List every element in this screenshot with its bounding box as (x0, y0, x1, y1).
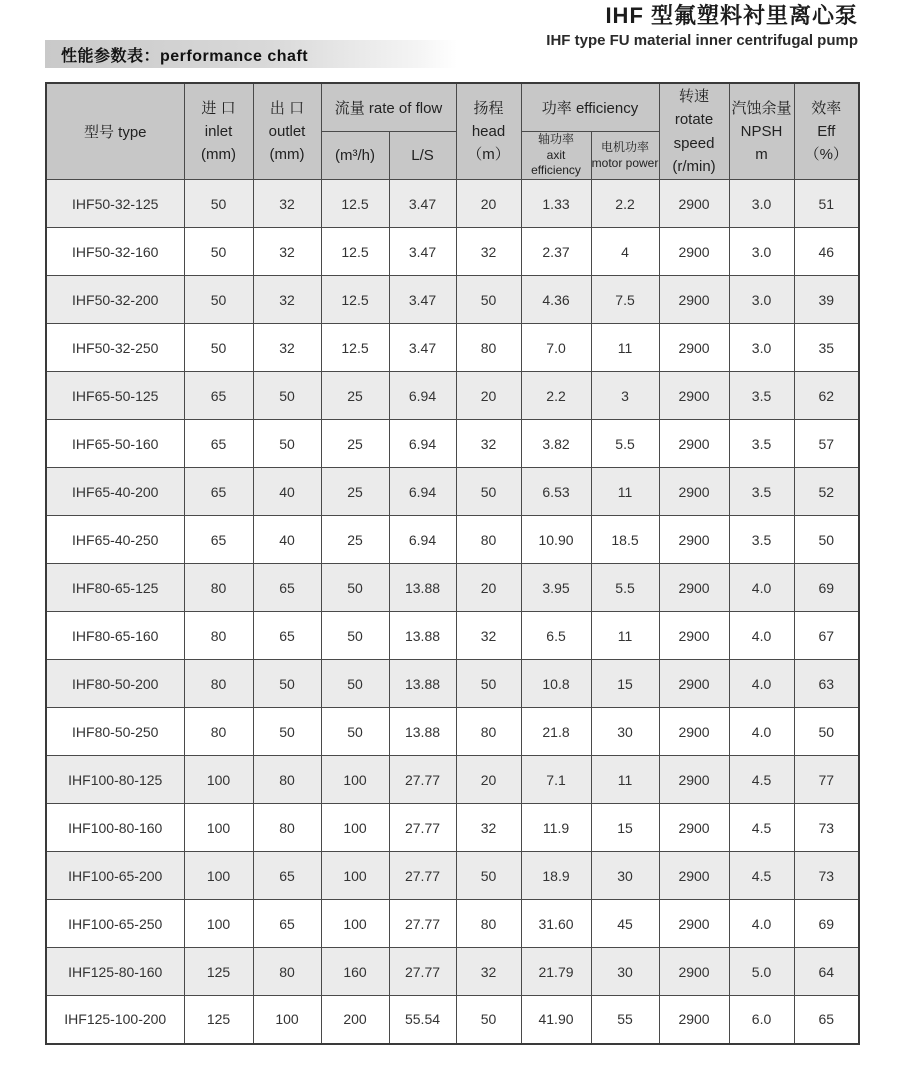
cell-shaft-power: 6.5 (521, 612, 591, 660)
cell-shaft-power: 4.36 (521, 276, 591, 324)
eff-unit: （%） (804, 146, 848, 164)
flow-ls-unit: L/S (411, 147, 434, 164)
performance-table (45, 82, 860, 1045)
cell-npsh: 3.5 (729, 516, 794, 564)
cell-inlet: 100 (184, 804, 253, 852)
cell-inlet: 125 (184, 948, 253, 996)
cell-head: 20 (456, 372, 521, 420)
cell-efficiency: 57 (794, 420, 859, 468)
outlet-unit: (mm) (269, 146, 305, 164)
cell-efficiency: 69 (794, 900, 859, 948)
cell-efficiency: 64 (794, 948, 859, 996)
cell-flow-m3h: 25 (321, 372, 389, 420)
npsh-unit: m (755, 146, 768, 164)
cell-rotate-speed: 2900 (659, 276, 729, 324)
cell-flow-ls: 27.77 (389, 948, 456, 996)
cell-rotate-speed: 2900 (659, 804, 729, 852)
cell-flow-ls: 6.94 (389, 420, 456, 468)
cell-shaft-power: 3.95 (521, 564, 591, 612)
col-header-flow-m3h (321, 132, 389, 180)
cell-efficiency: 46 (794, 228, 859, 276)
col-header-flow-ls (389, 132, 456, 180)
cell-rotate-speed: 2900 (659, 468, 729, 516)
cell-model: IHF50-32-125 (46, 180, 184, 228)
cell-npsh: 4.0 (729, 900, 794, 948)
cell-model: IHF100-80-160 (46, 804, 184, 852)
cell-efficiency: 63 (794, 660, 859, 708)
cell-inlet: 80 (184, 612, 253, 660)
cell-motor-power: 5.5 (591, 420, 659, 468)
cell-head: 80 (456, 900, 521, 948)
cell-outlet: 65 (253, 900, 321, 948)
cell-shaft-power: 41.90 (521, 996, 591, 1044)
cell-npsh: 5.0 (729, 948, 794, 996)
cell-outlet: 32 (253, 276, 321, 324)
inlet-label-en: inlet (204, 122, 233, 140)
motor-power-en: motor power (591, 155, 659, 170)
speed-label-en: rotate speed (673, 111, 715, 152)
cell-inlet: 65 (184, 420, 253, 468)
cell-outlet: 40 (253, 468, 321, 516)
cell-flow-ls: 3.47 (389, 228, 456, 276)
col-header-power (521, 83, 659, 132)
cell-rotate-speed: 2900 (659, 324, 729, 372)
cell-motor-power: 45 (591, 900, 659, 948)
cell-inlet: 65 (184, 516, 253, 564)
col-header-flow (321, 83, 456, 132)
cell-inlet: 100 (184, 756, 253, 804)
cell-flow-ls: 6.94 (389, 372, 456, 420)
cell-outlet: 100 (253, 996, 321, 1044)
cell-model: IHF100-80-125 (46, 756, 184, 804)
cell-npsh: 4.5 (729, 804, 794, 852)
cell-outlet: 50 (253, 372, 321, 420)
cell-model: IHF65-40-200 (46, 468, 184, 516)
cell-rotate-speed: 2900 (659, 948, 729, 996)
cell-flow-m3h: 160 (321, 948, 389, 996)
cell-rotate-speed: 2900 (659, 660, 729, 708)
table-row (46, 612, 859, 660)
cell-outlet: 50 (253, 660, 321, 708)
table-row (46, 852, 859, 900)
cell-flow-ls: 3.47 (389, 180, 456, 228)
cell-shaft-power: 6.53 (521, 468, 591, 516)
flow-label: 流量 rate of flow (334, 100, 443, 117)
npsh-label-en: NPSH (740, 122, 783, 140)
cell-flow-m3h: 50 (321, 564, 389, 612)
cell-motor-power: 15 (591, 660, 659, 708)
cell-npsh: 3.0 (729, 228, 794, 276)
cell-efficiency: 52 (794, 468, 859, 516)
cell-efficiency: 51 (794, 180, 859, 228)
cell-inlet: 80 (184, 708, 253, 756)
cell-flow-ls: 27.77 (389, 852, 456, 900)
cell-inlet: 100 (184, 852, 253, 900)
cell-npsh: 6.0 (729, 996, 794, 1044)
cell-model: IHF100-65-200 (46, 852, 184, 900)
table-row (46, 804, 859, 852)
cell-shaft-power: 11.9 (521, 804, 591, 852)
outlet-label-zh: 出 口 (269, 99, 305, 117)
cell-outlet: 80 (253, 756, 321, 804)
cell-head: 32 (456, 948, 521, 996)
cell-rotate-speed: 2900 (659, 228, 729, 276)
table-row (46, 996, 859, 1044)
cell-head: 32 (456, 420, 521, 468)
cell-outlet: 32 (253, 180, 321, 228)
table-row (46, 516, 859, 564)
table-row (46, 948, 859, 996)
cell-outlet: 80 (253, 948, 321, 996)
cell-rotate-speed: 2900 (659, 708, 729, 756)
head-label-zh: 扬程 (473, 99, 504, 117)
cell-motor-power: 15 (591, 804, 659, 852)
cell-model: IHF65-50-125 (46, 372, 184, 420)
head-label-en: head (471, 122, 506, 140)
cell-efficiency: 69 (794, 564, 859, 612)
cell-inlet: 125 (184, 996, 253, 1044)
cell-npsh: 4.0 (729, 708, 794, 756)
cell-outlet: 65 (253, 852, 321, 900)
shaft-power-zh: 轴功率 (538, 132, 575, 147)
cell-shaft-power: 10.8 (521, 660, 591, 708)
cell-rotate-speed: 2900 (659, 756, 729, 804)
cell-flow-ls: 6.94 (389, 516, 456, 564)
table-row (46, 900, 859, 948)
cell-motor-power: 11 (591, 612, 659, 660)
cell-shaft-power: 21.79 (521, 948, 591, 996)
cell-inlet: 50 (184, 324, 253, 372)
speed-label-zh: 转速 (679, 88, 710, 105)
col-header-inlet (184, 83, 253, 180)
cell-outlet: 65 (253, 564, 321, 612)
cell-outlet: 50 (253, 708, 321, 756)
outlet-label-en: outlet (268, 122, 306, 140)
cell-flow-m3h: 100 (321, 900, 389, 948)
cell-motor-power: 55 (591, 996, 659, 1044)
cell-model: IHF80-50-250 (46, 708, 184, 756)
col-header-npsh (729, 83, 794, 180)
cell-inlet: 80 (184, 564, 253, 612)
section-header-bar (45, 40, 457, 68)
cell-npsh: 3.0 (729, 324, 794, 372)
cell-model: IHF80-65-125 (46, 564, 184, 612)
page-title-zh: IHF 型氟塑料衬里离心泵 (605, 3, 858, 28)
cell-shaft-power: 21.8 (521, 708, 591, 756)
cell-motor-power: 30 (591, 708, 659, 756)
cell-efficiency: 77 (794, 756, 859, 804)
head-unit: （m） (467, 146, 510, 164)
cell-rotate-speed: 2900 (659, 900, 729, 948)
cell-head: 50 (456, 276, 521, 324)
cell-npsh: 4.0 (729, 564, 794, 612)
cell-shaft-power: 18.9 (521, 852, 591, 900)
cell-model: IHF50-32-200 (46, 276, 184, 324)
cell-outlet: 50 (253, 420, 321, 468)
col-header-speed (659, 83, 729, 180)
cell-efficiency: 50 (794, 516, 859, 564)
cell-shaft-power: 2.37 (521, 228, 591, 276)
cell-flow-ls: 27.77 (389, 900, 456, 948)
cell-efficiency: 67 (794, 612, 859, 660)
cell-npsh: 3.0 (729, 276, 794, 324)
cell-shaft-power: 7.1 (521, 756, 591, 804)
table-row (46, 180, 859, 228)
cell-flow-m3h: 12.5 (321, 180, 389, 228)
cell-model: IHF125-80-160 (46, 948, 184, 996)
cell-shaft-power: 7.0 (521, 324, 591, 372)
cell-model: IHF100-65-250 (46, 900, 184, 948)
cell-efficiency: 50 (794, 708, 859, 756)
table-row (46, 372, 859, 420)
cell-motor-power: 2.2 (591, 180, 659, 228)
cell-flow-m3h: 200 (321, 996, 389, 1044)
cell-inlet: 65 (184, 468, 253, 516)
cell-head: 80 (456, 324, 521, 372)
cell-head: 32 (456, 228, 521, 276)
flow-m3h-unit: (m³/h) (335, 147, 375, 164)
cell-rotate-speed: 2900 (659, 612, 729, 660)
cell-head: 32 (456, 804, 521, 852)
cell-head: 50 (456, 660, 521, 708)
cell-flow-m3h: 25 (321, 420, 389, 468)
cell-flow-ls: 13.88 (389, 564, 456, 612)
cell-efficiency: 65 (794, 996, 859, 1044)
cell-flow-ls: 3.47 (389, 276, 456, 324)
eff-label-zh: 效率 (811, 99, 842, 117)
cell-shaft-power: 3.82 (521, 420, 591, 468)
cell-flow-m3h: 100 (321, 756, 389, 804)
cell-flow-m3h: 12.5 (321, 276, 389, 324)
cell-npsh: 3.5 (729, 468, 794, 516)
cell-shaft-power: 1.33 (521, 180, 591, 228)
col-header-eff (794, 83, 859, 180)
col-header-motor-power (591, 132, 659, 180)
table-row (46, 468, 859, 516)
cell-flow-m3h: 100 (321, 804, 389, 852)
cell-rotate-speed: 2900 (659, 420, 729, 468)
table-row (46, 756, 859, 804)
cell-motor-power: 11 (591, 468, 659, 516)
cell-inlet: 50 (184, 276, 253, 324)
cell-flow-ls: 55.54 (389, 996, 456, 1044)
cell-flow-m3h: 50 (321, 708, 389, 756)
cell-flow-m3h: 100 (321, 852, 389, 900)
cell-flow-ls: 6.94 (389, 468, 456, 516)
table-body (46, 180, 859, 1044)
cell-outlet: 32 (253, 228, 321, 276)
cell-flow-ls: 27.77 (389, 756, 456, 804)
cell-rotate-speed: 2900 (659, 180, 729, 228)
cell-flow-m3h: 12.5 (321, 324, 389, 372)
cell-rotate-speed: 2900 (659, 996, 729, 1044)
cell-motor-power: 11 (591, 324, 659, 372)
cell-flow-ls: 3.47 (389, 324, 456, 372)
cell-inlet: 50 (184, 180, 253, 228)
cell-flow-ls: 27.77 (389, 804, 456, 852)
npsh-label-zh: 汽蚀余量 (731, 99, 792, 117)
cell-rotate-speed: 2900 (659, 564, 729, 612)
cell-head: 50 (456, 996, 521, 1044)
cell-npsh: 3.0 (729, 180, 794, 228)
cell-npsh: 3.5 (729, 420, 794, 468)
cell-shaft-power: 10.90 (521, 516, 591, 564)
cell-motor-power: 5.5 (591, 564, 659, 612)
cell-head: 50 (456, 468, 521, 516)
cell-rotate-speed: 2900 (659, 852, 729, 900)
cell-head: 80 (456, 708, 521, 756)
cell-motor-power: 30 (591, 852, 659, 900)
cell-flow-m3h: 50 (321, 612, 389, 660)
cell-head: 32 (456, 612, 521, 660)
cell-flow-ls: 13.88 (389, 660, 456, 708)
cell-inlet: 100 (184, 900, 253, 948)
cell-flow-m3h: 50 (321, 660, 389, 708)
cell-flow-ls: 13.88 (389, 612, 456, 660)
table-row (46, 420, 859, 468)
cell-motor-power: 4 (591, 228, 659, 276)
table-row (46, 228, 859, 276)
cell-head: 20 (456, 756, 521, 804)
cell-head: 80 (456, 516, 521, 564)
cell-motor-power: 3 (591, 372, 659, 420)
cell-npsh: 4.0 (729, 660, 794, 708)
cell-model: IHF125-100-200 (46, 996, 184, 1044)
cell-flow-ls: 13.88 (389, 708, 456, 756)
cell-head: 50 (456, 852, 521, 900)
col-header-head (456, 83, 521, 180)
cell-rotate-speed: 2900 (659, 372, 729, 420)
col-header-outlet (253, 83, 321, 180)
cell-motor-power: 11 (591, 756, 659, 804)
cell-motor-power: 30 (591, 948, 659, 996)
cell-inlet: 65 (184, 372, 253, 420)
cell-npsh: 4.5 (729, 852, 794, 900)
cell-model: IHF65-40-250 (46, 516, 184, 564)
cell-head: 20 (456, 180, 521, 228)
cell-npsh: 4.5 (729, 756, 794, 804)
cell-motor-power: 7.5 (591, 276, 659, 324)
cell-head: 20 (456, 564, 521, 612)
inlet-unit: (mm) (201, 146, 236, 164)
cell-efficiency: 35 (794, 324, 859, 372)
inlet-label-zh: 进 口 (201, 99, 236, 117)
cell-shaft-power: 2.2 (521, 372, 591, 420)
cell-efficiency: 39 (794, 276, 859, 324)
cell-inlet: 80 (184, 660, 253, 708)
cell-outlet: 80 (253, 804, 321, 852)
page-title-en: IHF type FU material inner centrifugal pump (546, 31, 858, 49)
motor-power-zh: 电机功率 (601, 139, 650, 154)
col-header-type (46, 83, 184, 180)
cell-rotate-speed: 2900 (659, 516, 729, 564)
cell-shaft-power: 31.60 (521, 900, 591, 948)
cell-flow-m3h: 25 (321, 468, 389, 516)
table-row (46, 708, 859, 756)
cell-inlet: 50 (184, 228, 253, 276)
table-row (46, 324, 859, 372)
page-titles (546, 2, 858, 50)
cell-model: IHF80-50-200 (46, 660, 184, 708)
cell-efficiency: 62 (794, 372, 859, 420)
cell-model: IHF50-32-250 (46, 324, 184, 372)
cell-motor-power: 18.5 (591, 516, 659, 564)
cell-flow-m3h: 12.5 (321, 228, 389, 276)
cell-outlet: 65 (253, 612, 321, 660)
cell-npsh: 4.0 (729, 612, 794, 660)
table-header (46, 83, 859, 180)
cell-npsh: 3.5 (729, 372, 794, 420)
col-header-type-label: 型号 type (83, 124, 147, 141)
speed-unit: (r/min) (672, 157, 716, 175)
power-label: 功率 efficiency (541, 100, 639, 117)
shaft-power-en: axit efficiency (531, 147, 581, 178)
cell-flow-m3h: 25 (321, 516, 389, 564)
cell-outlet: 40 (253, 516, 321, 564)
cell-model: IHF50-32-160 (46, 228, 184, 276)
cell-outlet: 32 (253, 324, 321, 372)
eff-label-en: Eff (817, 122, 836, 140)
table-row (46, 660, 859, 708)
cell-efficiency: 73 (794, 852, 859, 900)
section-label: 性能参数表：performance chaft (61, 47, 309, 65)
cell-efficiency: 73 (794, 804, 859, 852)
col-header-shaft-power (521, 132, 591, 180)
table-row (46, 276, 859, 324)
cell-model: IHF65-50-160 (46, 420, 184, 468)
table-row (46, 564, 859, 612)
cell-model: IHF80-65-160 (46, 612, 184, 660)
